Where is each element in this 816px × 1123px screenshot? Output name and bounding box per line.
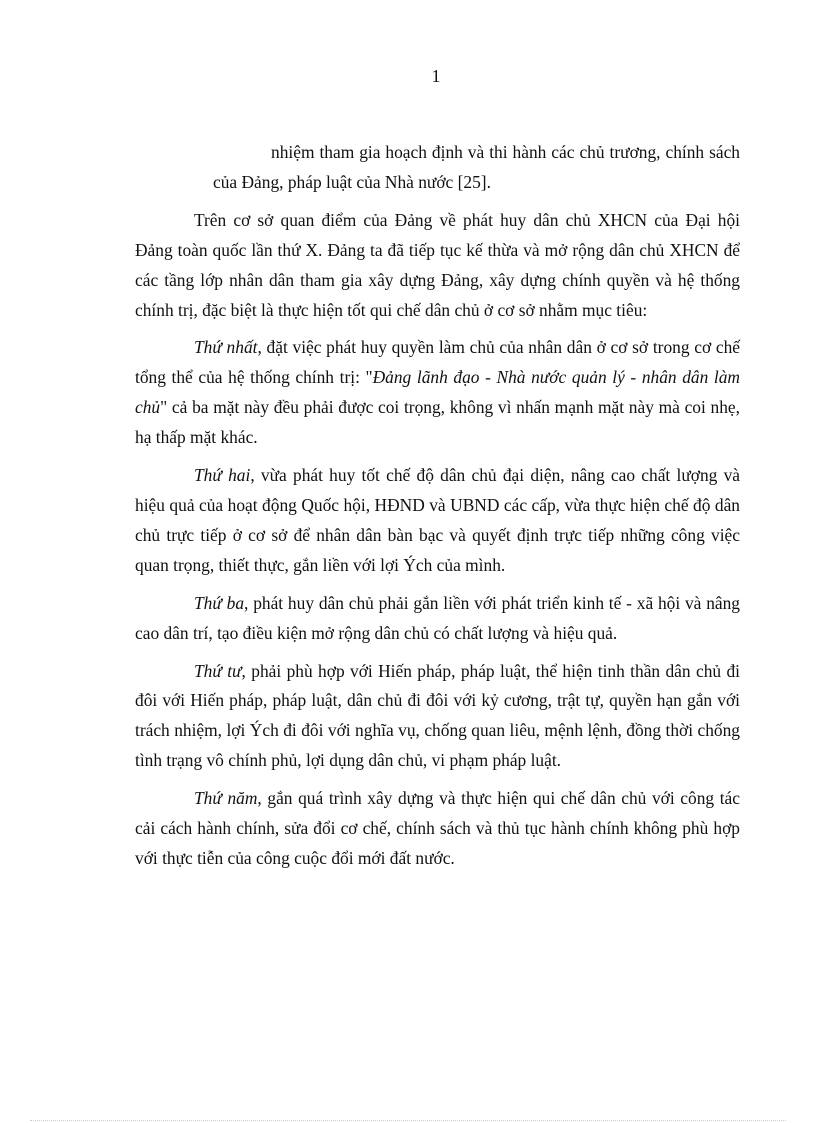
page-bottom-divider — [30, 1120, 786, 1121]
paragraph-first-quoted-text: Đảng lãnh đạo - Nhà nước quản lý - nhân dân làm chủ — [135, 367, 740, 418]
paragraph-fifth — [135, 784, 740, 874]
paragraph-second — [135, 461, 740, 581]
paragraph-fifth-lead: Thứ năm — [194, 788, 258, 809]
document-body — [135, 138, 740, 882]
quoted-passage — [213, 138, 740, 198]
paragraph-fourth — [135, 657, 740, 777]
paragraph-intro-text: Trên cơ sở quan điểm của Đảng về phát huy dân chủ XHCN của Đại hội Đảng toàn quốc lần thứ X. Đảng ta đã tiếp tục kế thừa và mở rộng dân chủ XHCN để các tầng lớp nhân dân tham gia xây dựng Đảng, xây dựng chính quyền và hệ thống chính trị, đặc biệt là thực hiện tốt qui chế dân chủ ở cơ sở nhằm mục tiêu: — [135, 209, 740, 320]
paragraph-first — [135, 333, 740, 453]
paragraph-fifth-text: , gắn quá trình xây dựng và thực hiện qui chế dân chủ với công tác cải cách hành chính, sửa đổi cơ chế, chính sách và thủ tục hành chính không phù hợp với thực tiễn của công cuộc đổi mới đất nước. — [135, 788, 740, 868]
paragraph-first-text-after: " cả ba mặt này đều phải được coi trọng, không vì nhấn mạnh mặt này mà coi nhẹ, hạ thấp mặt khác. — [135, 397, 740, 448]
paragraph-third-lead: Thứ ba — [194, 592, 245, 613]
paragraph-first-text: , đặt việc phát huy quyền làm chủ của nhân dân ở cơ sở trong cơ chế tổng thể của hệ thống chính trị: " — [135, 337, 740, 388]
paragraph-third-text: , phát huy dân chủ phải gắn liền với phát triển kinh tế - xã hội và nâng cao dân trí, tạo điều kiện mở rộng dân chủ có chất lượng và hiệu quả. — [135, 592, 740, 643]
paragraph-first-lead: Thứ nhất — [194, 337, 258, 358]
paragraph-third — [135, 589, 740, 649]
quoted-passage-text: nhiệm tham gia hoạch định và thi hành các chủ trương, chính sách của Đảng, pháp luật của Nhà nước [25]. — [213, 142, 740, 192]
paragraph-fourth-lead: Thứ tư — [194, 660, 242, 681]
paragraph-fourth-text: , phải phù hợp với Hiến pháp, pháp luật, thể hiện tinh thần dân chủ đi đôi với Hiến pháp, pháp luật, dân chủ đi đôi với kỷ cương, trật tự, quyền hạn gắn với trách nhiệm, lợi Ých đi đôi với nghĩa vụ, chống quan liêu, mệnh lệnh, đồng thời chống tình trạng vô chính phủ, lợi dụng dân chủ, vi phạm pháp luật. — [135, 660, 740, 771]
paragraph-intro — [135, 206, 740, 326]
paragraph-second-lead: Thứ hai — [194, 465, 251, 486]
page-number: 1 — [431, 66, 441, 86]
paragraph-second-text: , vừa phát huy tốt chế độ dân chủ đại diện, nâng cao chất lượng và hiệu quả của hoạt động Quốc hội, HĐND và UBND các cấp, vừa thực hiện chế độ dân chủ trực tiếp ở cơ sở để nhân dân bàn bạc và quyết định trực tiếp những công việc quan trọng, thiết thực, gắn liền với lợi Ých của mình. — [135, 465, 740, 575]
